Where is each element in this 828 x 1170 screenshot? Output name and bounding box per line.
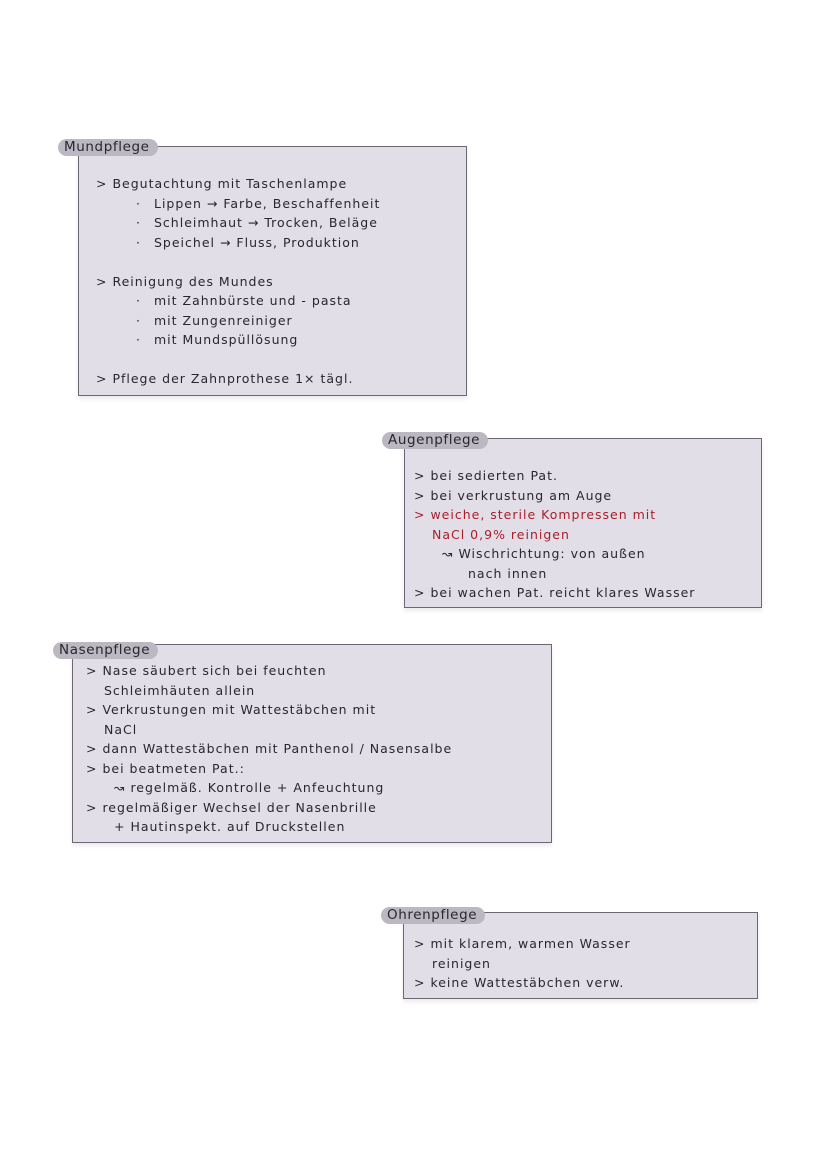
nasenpflege-box bbox=[72, 644, 552, 843]
note-line bbox=[96, 194, 466, 214]
note-line bbox=[96, 291, 466, 311]
note-text: > regelmäßiger Wechsel der Nasenbrille bbox=[86, 799, 377, 815]
bullet-icon: · bbox=[136, 215, 141, 230]
note-line bbox=[414, 525, 761, 545]
section-title-nasenpflege: Nasenpflege bbox=[53, 642, 158, 659]
note-text: > Begutachtung mit Taschenlampe bbox=[96, 176, 348, 191]
note-line bbox=[86, 817, 551, 837]
note-text: > mit klarem, warmen Wasser bbox=[414, 936, 631, 951]
note-line bbox=[96, 233, 466, 253]
note-text: Lippen → Farbe, Beschaffenheit bbox=[154, 195, 381, 211]
bullet-icon: · bbox=[136, 332, 141, 347]
note-text: > bei beatmeten Pat.: bbox=[86, 760, 245, 776]
augenpflege-box bbox=[404, 438, 762, 608]
mundpflege-box bbox=[78, 146, 467, 396]
note-text: > keine Wattestäbchen verw. bbox=[414, 975, 625, 990]
note-line bbox=[414, 583, 761, 603]
section-title-mundpflege: Mundpflege bbox=[58, 139, 158, 156]
section-title-augenpflege: Augenpflege bbox=[382, 432, 488, 449]
note-line bbox=[414, 505, 761, 525]
note-line bbox=[86, 798, 551, 818]
note-line bbox=[86, 661, 551, 681]
note-line bbox=[96, 330, 466, 350]
note-line bbox=[96, 350, 466, 370]
bullet-icon: · bbox=[136, 234, 141, 250]
note-line bbox=[96, 311, 466, 331]
note-text: > Verkrustungen mit Wattestäbchen mit bbox=[86, 702, 377, 717]
note-text: > Reinigung des Mundes bbox=[96, 273, 274, 289]
note-line bbox=[414, 973, 757, 993]
note-text: ↝ regelmäß. Kontrolle + Anfeuchtung bbox=[114, 780, 385, 795]
note-text: Schleimhaut → Trocken, Beläge bbox=[154, 215, 378, 230]
note-text: Speichel → Fluss, Produktion bbox=[154, 234, 360, 250]
note-text: > bei wachen Pat. reicht klares Wasser bbox=[414, 585, 696, 600]
note-line bbox=[86, 778, 551, 798]
bullet-icon: · bbox=[136, 312, 141, 328]
note-line bbox=[96, 174, 466, 194]
note-line bbox=[96, 369, 466, 389]
note-text: + Hautinspekt. auf Druckstellen bbox=[114, 819, 346, 834]
note-line bbox=[86, 720, 551, 740]
note-text: > bei verkrustung am Auge bbox=[414, 487, 613, 503]
note-text: nach innen bbox=[468, 565, 548, 581]
note-line bbox=[86, 759, 551, 779]
bullet-icon: · bbox=[136, 195, 141, 211]
note-text: NaCl 0,9% reinigen bbox=[432, 526, 570, 542]
note-line bbox=[414, 544, 761, 564]
note-line bbox=[96, 213, 466, 233]
note-text: > dann Wattestäbchen mit Panthenol / Nasensalbe bbox=[86, 741, 453, 756]
note-line bbox=[414, 934, 757, 954]
note-text: NaCl bbox=[104, 721, 138, 737]
note-line bbox=[86, 739, 551, 759]
note-text: ↝ Wischrichtung: von außen bbox=[442, 546, 646, 561]
note-line bbox=[414, 466, 761, 486]
note-text: > bei sedierten Pat. bbox=[414, 468, 558, 483]
note-line bbox=[86, 700, 551, 720]
note-line bbox=[86, 681, 551, 701]
note-text: > Nase säubert sich bei feuchten bbox=[86, 663, 327, 678]
note-text: mit Mundspüllösung bbox=[154, 332, 299, 347]
note-text: reinigen bbox=[432, 955, 491, 971]
bullet-icon: · bbox=[136, 293, 141, 308]
section-title-ohrenpflege: Ohrenpflege bbox=[381, 907, 485, 924]
note-text: > Pflege der Zahnprothese 1× tägl. bbox=[96, 371, 354, 386]
note-text: > weiche, sterile Kompressen mit bbox=[414, 507, 657, 522]
note-line bbox=[96, 252, 466, 272]
note-text: Schleimhäuten allein bbox=[104, 682, 256, 698]
note-line bbox=[414, 954, 757, 974]
note-line bbox=[414, 486, 761, 506]
note-line bbox=[414, 564, 761, 584]
note-text: mit Zahnbürste und - pasta bbox=[154, 293, 352, 308]
ohrenpflege-box bbox=[403, 912, 758, 999]
note-line bbox=[96, 272, 466, 292]
note-text: mit Zungenreiniger bbox=[154, 312, 293, 328]
